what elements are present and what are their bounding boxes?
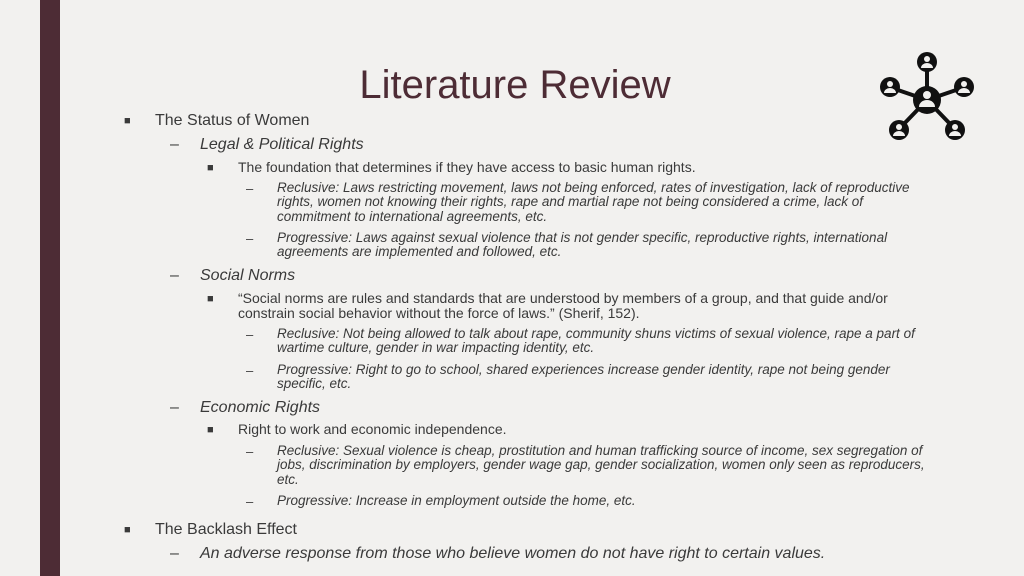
section-backlash-effect: The Backlash Effect	[155, 521, 297, 538]
dash-bullet-icon: –	[170, 399, 179, 416]
backlash-description: An adverse response from those who believe women do not have right to certain values.	[200, 545, 826, 562]
subsection-legal-political: Legal & Political Rights	[200, 136, 364, 153]
dash-bullet-icon: –	[170, 136, 179, 153]
square-bullet-icon: ■	[207, 162, 214, 174]
slide-title: Literature Review	[359, 63, 671, 107]
dash-bullet-icon: –	[246, 444, 254, 459]
dash-bullet-icon: –	[170, 545, 179, 562]
dash-bullet-icon: –	[246, 494, 254, 509]
economic-progressive: Progressive: Increase in employment outside the home, etc.	[277, 493, 636, 508]
square-bullet-icon: ■	[207, 424, 214, 436]
legal-progressive: Progressive: Laws against sexual violence that is not gender specific, reproductive rights, international agreements are implemented and followed, etc.	[277, 230, 888, 260]
square-bullet-icon: ■	[124, 115, 131, 127]
section-status-of-women: The Status of Women	[155, 112, 310, 129]
subsection-economic-rights: Economic Rights	[200, 399, 321, 416]
economic-reclusive: Reclusive: Sexual violence is cheap, prostitution and human trafficking source of income, sex segregation of jobs, discrimination by employers, gender wage gap, gender socialization, women only seen as reproducers, etc.	[277, 443, 925, 487]
side-accent-bar	[40, 0, 60, 576]
point-social: “Social norms are rules and standards that are understood by members of a group, and that guide and/or constrain social behavior without the force of laws.” (Sherif, 152).	[238, 290, 888, 321]
point-legal: The foundation that determines if they have access to basic human rights.	[238, 159, 696, 175]
dash-bullet-icon: –	[170, 267, 179, 284]
point-economic: Right to work and economic independence.	[238, 421, 507, 437]
social-reclusive: Reclusive: Not being allowed to talk about rape, community shuns victims of sexual violence, rape a part of wartime culture, gender in war impacting identity, etc.	[277, 326, 915, 356]
network-people-icon	[878, 52, 976, 142]
dash-bullet-icon: –	[246, 327, 254, 342]
legal-reclusive: Reclusive: Laws restricting movement, laws not being enforced, rates of investigation, lack of reproductive rights, women not knowing their rights, rape and martial rape not being considered a crime, lack of commitment to international agreements, etc.	[277, 180, 910, 224]
square-bullet-icon: ■	[207, 293, 214, 305]
social-progressive: Progressive: Right to go to school, shared experiences increase gender identity, rape not being gender specific, etc.	[277, 362, 890, 392]
square-bullet-icon: ■	[124, 524, 131, 536]
subsection-social-norms: Social Norms	[200, 267, 296, 284]
dash-bullet-icon: –	[246, 181, 254, 196]
dash-bullet-icon: –	[246, 363, 254, 378]
dash-bullet-icon: –	[246, 231, 254, 246]
